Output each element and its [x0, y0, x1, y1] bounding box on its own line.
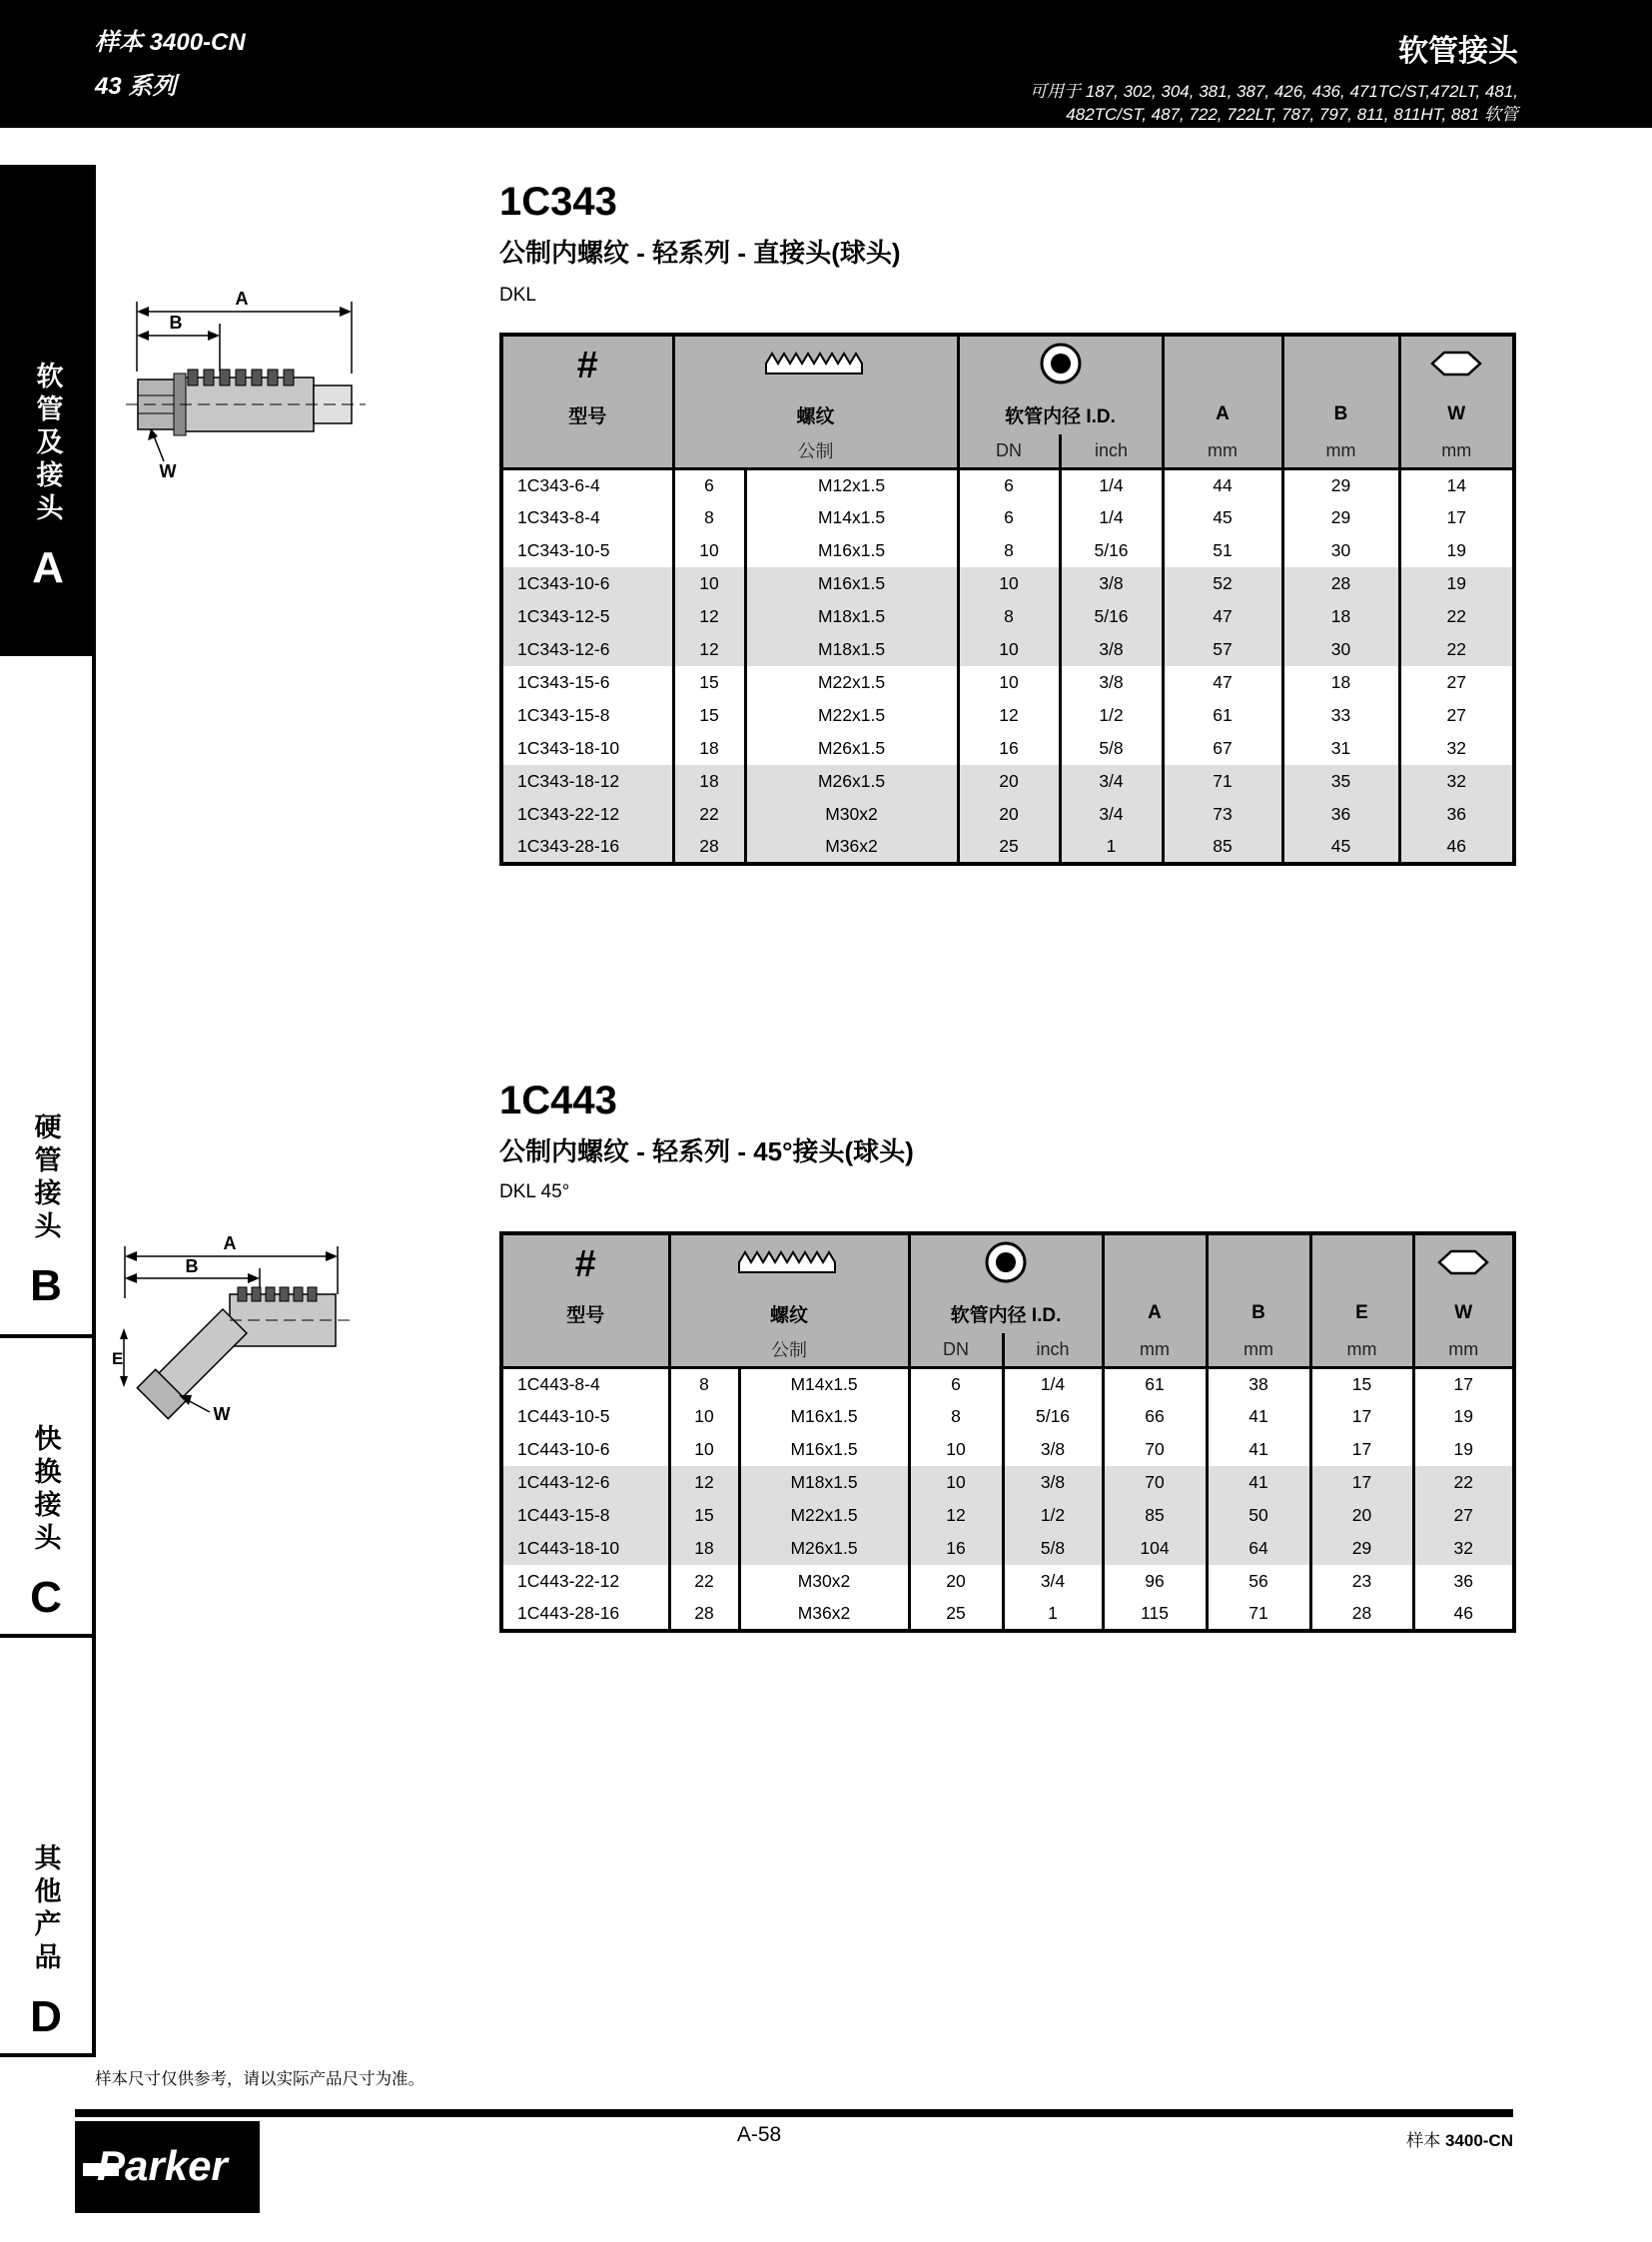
value-cell: M16x1.5 [739, 1433, 909, 1466]
subheader-mm-b: mm [1282, 434, 1399, 468]
value-cell: 36 [1413, 1565, 1514, 1598]
hex-nut-icon [1413, 1233, 1514, 1293]
value-cell: 8 [669, 1367, 739, 1400]
value-cell: 6 [673, 468, 745, 501]
value-cell: 18 [673, 732, 745, 765]
value-cell: 16 [958, 732, 1060, 765]
value-cell: M36x2 [739, 1598, 909, 1631]
value-cell: M36x2 [745, 831, 958, 864]
footer-catalog-number: 3400-CN [1444, 2131, 1513, 2150]
value-cell: 10 [669, 1433, 739, 1466]
value-cell: 10 [673, 534, 745, 567]
sidebar-tab-letter: A [32, 543, 64, 592]
table-row [501, 732, 1514, 765]
sidebar-tab-quick-couplings [0, 1338, 96, 1638]
fitting-diagram-straight [122, 292, 370, 483]
part-number-icon: # [501, 1233, 669, 1293]
table-subheader-row [501, 434, 1514, 468]
value-cell: 28 [673, 831, 745, 864]
value-cell: 25 [958, 831, 1060, 864]
table-row [501, 1532, 1514, 1565]
value-cell: 10 [669, 1400, 739, 1433]
catalog-series-block [95, 22, 246, 101]
subheader-mm-a: mm [1103, 1333, 1207, 1367]
part-number-cell: 1C443-28-16 [517, 1603, 620, 1623]
table-row [501, 567, 1514, 600]
part-number-cell: 1C443-10-5 [517, 1406, 610, 1426]
section2-type-code: DKL 45° [499, 1181, 570, 1202]
part-number-cell: 1C343-12-5 [501, 600, 673, 633]
value-cell: 22 [1413, 1466, 1514, 1499]
value-cell: 1/2 [1003, 1499, 1103, 1532]
value-cell: 61 [1163, 699, 1282, 732]
subheader-metric: 公制 [669, 1333, 909, 1367]
subheader-empty [501, 1333, 669, 1367]
sidebar-tab-label: 硬管接头 [30, 1113, 61, 1244]
dim-label-b: B [185, 1256, 199, 1276]
table-subheader-row [501, 1333, 1514, 1367]
part-number-cell: 1C343-8-4 [517, 507, 600, 527]
footer-catalog-prefix: 样本 [1406, 2131, 1445, 2150]
value-cell: 16 [909, 1532, 1003, 1565]
value-cell: 19 [1399, 534, 1514, 567]
value-cell: 12 [909, 1499, 1003, 1532]
value-cell: 22 [673, 798, 745, 831]
col-header-a: A [1103, 1293, 1207, 1333]
value-cell: M18x1.5 [739, 1466, 909, 1499]
value-cell: 31 [1282, 732, 1399, 765]
value-cell: 15 [669, 1499, 739, 1532]
table-row [501, 1433, 1514, 1466]
part-number-cell: 1C343-22-12 [501, 798, 673, 831]
value-cell: 41 [1207, 1433, 1310, 1466]
table-row [501, 633, 1514, 666]
value-cell: 38 [1207, 1367, 1310, 1400]
value-cell: M16x1.5 [739, 1400, 909, 1433]
value-cell: 25 [909, 1598, 1003, 1631]
hose-bore-icon [958, 335, 1163, 394]
value-cell: 12 [958, 699, 1060, 732]
value-cell: 28 [669, 1598, 739, 1631]
dimension-disclaimer-note: 样本尺寸仅供参考，请以实际产品尺寸为准。 [95, 2070, 424, 2088]
value-cell: 6 [958, 501, 1060, 534]
value-cell: 32 [1399, 765, 1514, 798]
value-cell: 23 [1310, 1565, 1413, 1598]
value-cell: 17 [1310, 1400, 1413, 1433]
value-cell: 44 [1163, 468, 1282, 501]
dim-label-a: A [223, 1236, 237, 1253]
compatible-hoses-line2: 482TC/ST, 487, 722, 722LT, 787, 797, 811, 811HT, 881 软管 [1066, 105, 1518, 124]
value-cell: 47 [1163, 666, 1282, 699]
sidebar-tab-letter: D [30, 1992, 62, 2041]
col-header-thread: 螺纹 [669, 1293, 909, 1333]
table-row [501, 798, 1514, 831]
value-cell: 1/4 [1060, 468, 1163, 501]
part-number-cell: 1C343-15-6 [517, 672, 610, 692]
sidebar-tab-other-products [0, 1638, 96, 2057]
part-number-cell: 1C343-12-6 [501, 633, 673, 666]
subheader-mm-w: mm [1399, 434, 1514, 468]
value-cell: 29 [1282, 501, 1399, 534]
value-cell: 12 [673, 633, 745, 666]
value-cell: 96 [1103, 1565, 1207, 1598]
value-cell: 41 [1207, 1466, 1310, 1499]
value-cell: 56 [1207, 1565, 1310, 1598]
sidebar-tab-label: 快换接头 [30, 1424, 61, 1556]
table-row [501, 600, 1514, 633]
value-cell: M22x1.5 [745, 699, 958, 732]
value-cell: 71 [1207, 1598, 1310, 1631]
value-cell: M14x1.5 [745, 501, 958, 534]
value-cell: 66 [1103, 1400, 1207, 1433]
subheader-mm-w: mm [1413, 1333, 1514, 1367]
col-header-w: W [1399, 394, 1514, 434]
part-number-cell: 1C343-18-10 [517, 738, 620, 758]
part-number-cell: 1C343-10-5 [517, 540, 610, 560]
footer-divider-bar [75, 2109, 1513, 2117]
value-cell: 15 [673, 699, 745, 732]
table-row [501, 1400, 1514, 1433]
value-cell: M30x2 [739, 1565, 909, 1598]
table-body [501, 1367, 1514, 1631]
dimension-table-1c343 [499, 333, 1516, 866]
value-cell: 1/4 [1060, 501, 1163, 534]
value-cell: 27 [1399, 699, 1514, 732]
value-cell: 18 [1282, 600, 1399, 633]
sidebar-tab-tube-fittings [0, 656, 96, 1338]
value-cell: 10 [958, 666, 1060, 699]
value-cell: 5/16 [1060, 534, 1163, 567]
dim-b-icon-cell [1207, 1233, 1310, 1293]
value-cell: 3/8 [1003, 1433, 1103, 1466]
value-cell: 14 [1399, 468, 1514, 501]
value-cell: M18x1.5 [745, 600, 958, 633]
value-cell: 115 [1103, 1598, 1207, 1631]
subheader-inch: inch [1003, 1333, 1103, 1367]
hose-bore-icon [909, 1233, 1103, 1293]
table-row [501, 468, 1514, 501]
part-number-icon: # [501, 335, 673, 394]
value-cell: M14x1.5 [739, 1367, 909, 1400]
value-cell: 45 [1282, 831, 1399, 864]
series-label: 43 系列 [95, 73, 177, 100]
table-row [501, 1565, 1514, 1598]
value-cell: 18 [1282, 666, 1399, 699]
subheader-empty [501, 434, 673, 468]
value-cell: 30 [1282, 534, 1399, 567]
value-cell: 70 [1103, 1433, 1207, 1466]
table-icon-row [501, 335, 1514, 394]
value-cell: 1 [1060, 831, 1163, 864]
section2-part-series-title: 1C443 [499, 1079, 617, 1122]
subheader-dn: DN [909, 1333, 1003, 1367]
thread-profile-icon [673, 335, 958, 394]
page-header-band [0, 0, 1652, 128]
value-cell: 28 [1310, 1598, 1413, 1631]
value-cell: 29 [1310, 1532, 1413, 1565]
dim-label-b: B [169, 313, 183, 333]
table-row [501, 1367, 1514, 1400]
value-cell: 10 [958, 567, 1060, 600]
value-cell: 46 [1413, 1598, 1514, 1631]
table-row [501, 1466, 1514, 1499]
value-cell: 45 [1163, 501, 1282, 534]
value-cell: 17 [1399, 501, 1514, 534]
value-cell: 3/4 [1003, 1565, 1103, 1598]
value-cell: M12x1.5 [745, 468, 958, 501]
part-number-cell: 1C343-15-8 [517, 705, 610, 725]
value-cell: 47 [1163, 600, 1282, 633]
col-header-model: 型号 [501, 394, 673, 434]
dim-label-a: A [235, 292, 249, 309]
part-number-cell: 1C443-8-4 [517, 1373, 600, 1394]
value-cell: 22 [1399, 633, 1514, 666]
value-cell: 3/8 [1003, 1466, 1103, 1499]
value-cell: 36 [1282, 798, 1399, 831]
col-header-w: W [1413, 1293, 1514, 1333]
table-label-row [501, 1293, 1514, 1333]
value-cell: 85 [1163, 831, 1282, 864]
value-cell: 22 [669, 1565, 739, 1598]
value-cell: 35 [1282, 765, 1399, 798]
table-row [501, 699, 1514, 732]
value-cell: 22 [1399, 600, 1514, 633]
section1-part-series-title: 1C343 [499, 180, 617, 224]
section2-description: 公制内螺纹 - 轻系列 - 45°接头(球头) [499, 1136, 914, 1166]
subheader-mm-a: mm [1163, 434, 1282, 468]
table-row [501, 1598, 1514, 1631]
part-number-cell: 1C343-28-16 [501, 831, 673, 864]
value-cell: M26x1.5 [745, 765, 958, 798]
value-cell: 1 [1003, 1598, 1103, 1631]
value-cell: 12 [673, 600, 745, 633]
value-cell: 8 [673, 501, 745, 534]
col-header-hose-id: 软管内径 I.D. [909, 1293, 1103, 1333]
value-cell: 1/4 [1003, 1367, 1103, 1400]
dim-label-w: W [159, 461, 177, 481]
col-header-hose-id: 软管内径 I.D. [958, 394, 1163, 434]
value-cell: 29 [1282, 468, 1399, 501]
hex-nut-icon [1399, 335, 1514, 394]
value-cell: 3/4 [1060, 798, 1163, 831]
value-cell: M26x1.5 [745, 732, 958, 765]
value-cell: 20 [1310, 1499, 1413, 1532]
sidebar-tab-letter: B [30, 1261, 62, 1310]
col-header-e: E [1310, 1293, 1413, 1333]
dim-label-w: W [213, 1404, 231, 1424]
dim-e-icon-cell [1310, 1233, 1413, 1293]
dim-a-icon-cell [1103, 1233, 1207, 1293]
value-cell: M22x1.5 [739, 1499, 909, 1532]
part-number-cell: 1C343-18-12 [501, 765, 673, 798]
value-cell: 20 [909, 1565, 1003, 1598]
table-row [501, 501, 1514, 534]
value-cell: 5/8 [1060, 732, 1163, 765]
subheader-metric: 公制 [673, 434, 958, 468]
value-cell: 46 [1399, 831, 1514, 864]
value-cell: 36 [1399, 798, 1514, 831]
dimension-table-1c443 [499, 1231, 1516, 1633]
value-cell: 6 [909, 1367, 1003, 1400]
catalog-label: 样本 3400-CN [95, 29, 246, 56]
value-cell: 20 [958, 765, 1060, 798]
value-cell: 33 [1282, 699, 1399, 732]
value-cell: M16x1.5 [745, 567, 958, 600]
table-body [501, 468, 1514, 864]
value-cell: 19 [1413, 1400, 1514, 1433]
value-cell: 8 [958, 600, 1060, 633]
value-cell: 50 [1207, 1499, 1310, 1532]
col-header-model: 型号 [501, 1293, 669, 1333]
col-header-a: A [1163, 394, 1282, 434]
value-cell: 5/16 [1060, 600, 1163, 633]
value-cell: 15 [1310, 1367, 1413, 1400]
col-header-b: B [1207, 1293, 1310, 1333]
value-cell: 61 [1103, 1367, 1207, 1400]
fitting-diagram-45deg [110, 1236, 358, 1434]
value-cell: 6 [958, 468, 1060, 501]
value-cell: 32 [1399, 732, 1514, 765]
value-cell: 52 [1163, 567, 1282, 600]
value-cell: M30x2 [745, 798, 958, 831]
sidebar-tab-label: 软管及接头 [32, 362, 63, 526]
page-topic-block [1030, 26, 1518, 126]
value-cell: 20 [958, 798, 1060, 831]
section1-description: 公制内螺纹 - 轻系列 - 直接头(球头) [499, 238, 901, 268]
part-number-cell: 1C443-10-6 [517, 1439, 610, 1459]
part-number-cell: 1C443-18-10 [501, 1532, 669, 1565]
sidebar-tab-hose-fittings [0, 165, 96, 656]
value-cell: 57 [1163, 633, 1282, 666]
section1-type-code: DKL [499, 285, 536, 306]
value-cell: 64 [1207, 1532, 1310, 1565]
value-cell: 10 [958, 633, 1060, 666]
value-cell: 27 [1399, 666, 1514, 699]
parker-logo [75, 2121, 260, 2213]
value-cell: 71 [1163, 765, 1282, 798]
value-cell: 17 [1310, 1433, 1413, 1466]
value-cell: M26x1.5 [739, 1532, 909, 1565]
subheader-mm-e: mm [1310, 1333, 1413, 1367]
value-cell: 12 [669, 1466, 739, 1499]
value-cell: 30 [1282, 633, 1399, 666]
sidebar-tab-letter: C [30, 1573, 62, 1622]
value-cell: M22x1.5 [745, 666, 958, 699]
subheader-inch: inch [1060, 434, 1163, 468]
table-row [501, 534, 1514, 567]
table-icon-row [501, 1233, 1514, 1293]
value-cell: 18 [673, 765, 745, 798]
value-cell: 19 [1413, 1433, 1514, 1466]
value-cell: 27 [1413, 1499, 1514, 1532]
value-cell: 3/8 [1060, 567, 1163, 600]
table-label-row [501, 394, 1514, 434]
value-cell: M18x1.5 [745, 633, 958, 666]
page-number: A-58 [736, 2123, 782, 2146]
value-cell: 73 [1163, 798, 1282, 831]
value-cell: 10 [909, 1433, 1003, 1466]
value-cell: 28 [1282, 567, 1399, 600]
part-number-cell: 1C443-12-6 [501, 1466, 669, 1499]
subheader-mm-b: mm [1207, 1333, 1310, 1367]
value-cell: 10 [909, 1466, 1003, 1499]
value-cell: 85 [1103, 1499, 1207, 1532]
value-cell: 51 [1163, 534, 1282, 567]
value-cell: 3/8 [1060, 633, 1163, 666]
part-number-cell: 1C443-15-8 [501, 1499, 669, 1532]
part-number-cell: 1C343-6-4 [517, 474, 600, 495]
value-cell: 8 [909, 1400, 1003, 1433]
table-row [501, 831, 1514, 864]
value-cell: 19 [1399, 567, 1514, 600]
value-cell: 3/4 [1060, 765, 1163, 798]
value-cell: 8 [958, 534, 1060, 567]
col-header-b: B [1282, 394, 1399, 434]
dim-b-icon-cell [1282, 335, 1399, 394]
subheader-dn: DN [958, 434, 1060, 468]
dim-label-e: E [112, 1349, 124, 1368]
sidebar-tab-label: 其他产品 [30, 1844, 61, 1975]
thread-profile-icon [669, 1233, 909, 1293]
value-cell: 10 [673, 567, 745, 600]
compatible-hoses-line1: 可用于 187, 302, 304, 381, 387, 426, 436, 471TC/ST,472LT, 481, [1030, 82, 1518, 101]
value-cell: 1/2 [1060, 699, 1163, 732]
footer-catalog-reference [1406, 2126, 1513, 2151]
table-row [501, 666, 1514, 699]
col-header-thread: 螺纹 [673, 394, 958, 434]
value-cell: 17 [1413, 1367, 1514, 1400]
page-title: 软管接头 [1398, 35, 1518, 68]
value-cell: 5/16 [1003, 1400, 1103, 1433]
value-cell: 67 [1163, 732, 1282, 765]
value-cell: 104 [1103, 1532, 1207, 1565]
value-cell: 5/8 [1003, 1532, 1103, 1565]
parker-logo-text: Parker [97, 2142, 228, 2189]
part-number-cell: 1C343-10-6 [501, 567, 673, 600]
value-cell: 18 [669, 1532, 739, 1565]
value-cell: 17 [1310, 1466, 1413, 1499]
value-cell: M16x1.5 [745, 534, 958, 567]
value-cell: 32 [1413, 1532, 1514, 1565]
value-cell: 3/8 [1060, 666, 1163, 699]
dim-a-icon-cell [1163, 335, 1282, 394]
value-cell: 70 [1103, 1466, 1207, 1499]
value-cell: 15 [673, 666, 745, 699]
table-row [501, 1499, 1514, 1532]
value-cell: 41 [1207, 1400, 1310, 1433]
part-number-cell: 1C443-22-12 [517, 1571, 620, 1591]
table-row [501, 765, 1514, 798]
